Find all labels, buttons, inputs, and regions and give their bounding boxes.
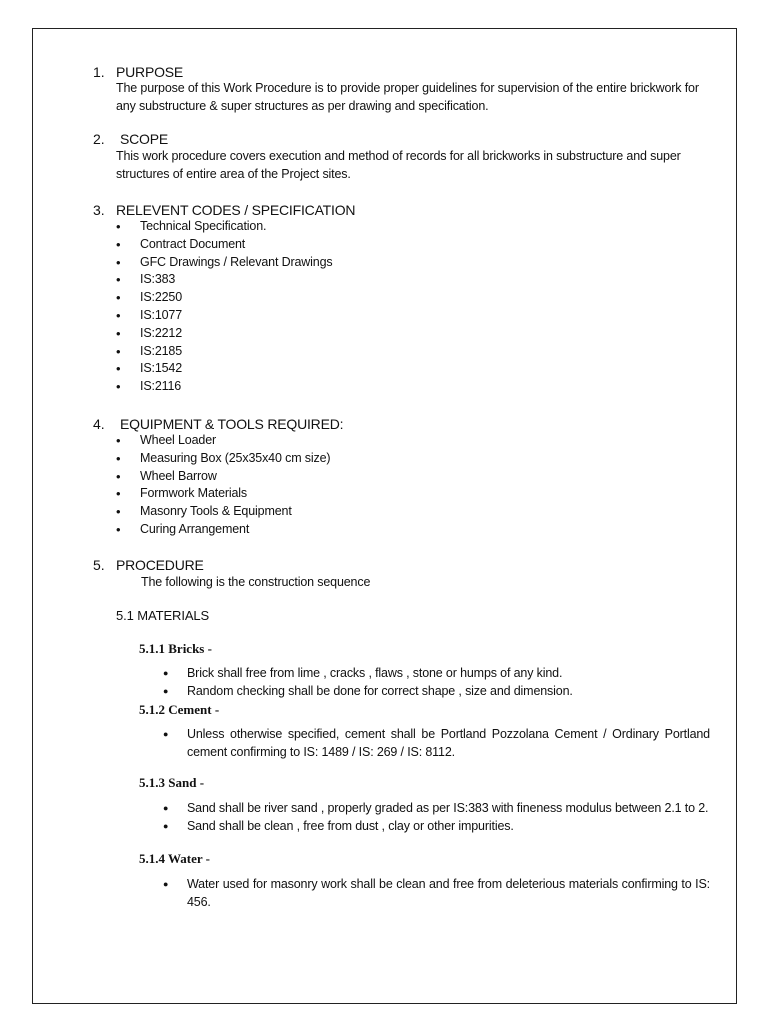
water-list [163, 876, 710, 912]
section-3-title: RELEVENT CODES / SPECIFICATION [116, 202, 356, 218]
section-4-number: 4. [93, 416, 105, 432]
section-4-title: EQUIPMENT & TOOLS REQUIRED: [120, 416, 344, 432]
sand-list [163, 800, 710, 836]
section-1-text: The purpose of this Work Procedure is to provide proper guidelines for supervision of the entire brickwork for any substructure & super structures as per drawing and specification. [116, 81, 699, 113]
list-item: ● Unless otherwise specified, cement shall be Portland Pozzolana Cement / Ordinary Portland cement confirming to IS: 1489 / IS: 269 / IS: 8112. [163, 726, 710, 762]
list-item: • IS:2212 [116, 325, 616, 343]
codes-list [116, 218, 616, 396]
list-item: • Wheel Barrow [116, 468, 616, 486]
list-item: ● Random checking shall be done for correct shape , size and dimension. [163, 683, 710, 701]
section-5-text: The following is the construction sequence [141, 575, 371, 589]
list-item: ● Water used for masonry work shall be clean and free from deleterious materials confirming to IS: 456. [163, 876, 710, 912]
list-item: • Contract Document [116, 236, 616, 254]
section-3-number: 3. [93, 202, 105, 218]
list-item: ● Sand shall be river sand , properly graded as per IS:383 with fineness modulus between 2.1 to 2. [163, 800, 710, 818]
sand-title: 5.1.3 Sand - [139, 775, 205, 790]
cement-title: 5.1.2 Cement - [139, 702, 220, 717]
equipment-list [116, 432, 616, 539]
section-5-number: 5. [93, 557, 105, 573]
list-item: • IS:2185 [116, 343, 616, 361]
section-2-number: 2. [93, 131, 105, 147]
section-2-title: SCOPE [120, 131, 169, 147]
materials-title: 5.1 MATERIALS [116, 608, 210, 623]
list-item: • IS:383 [116, 271, 616, 289]
list-item: • IS:1077 [116, 307, 616, 325]
list-item: • Technical Specification. [116, 218, 616, 236]
list-item: • GFC Drawings / Relevant Drawings [116, 254, 616, 272]
bricks-title: 5.1.1 Bricks - [139, 641, 212, 656]
list-item: • Measuring Box (25x35x40 cm size) [116, 450, 616, 468]
list-item: • IS:1542 [116, 360, 616, 378]
bricks-list [163, 665, 710, 701]
cement-list [163, 726, 710, 762]
section-1-number: 1. [93, 64, 105, 80]
list-item: • Wheel Loader [116, 432, 616, 450]
section-5-title: PROCEDURE [116, 557, 204, 573]
list-item: • IS:2250 [116, 289, 616, 307]
list-item: ● Brick shall free from lime , cracks , flaws , stone or humps of any kind. [163, 665, 710, 683]
list-item: • IS:2116 [116, 378, 616, 396]
section-2-text: This work procedure covers execution and method of records for all brickworks in substructure and super structures of entire area of the Project sites. [116, 149, 681, 181]
section-1-title: PURPOSE [116, 64, 184, 80]
list-item: • Curing Arrangement [116, 521, 616, 539]
list-item: • Formwork Materials [116, 485, 616, 503]
list-item: ● Sand shall be clean , free from dust , clay or other impurities. [163, 818, 710, 836]
list-item: • Masonry Tools & Equipment [116, 503, 616, 521]
water-title: 5.1.4 Water - [139, 851, 211, 866]
